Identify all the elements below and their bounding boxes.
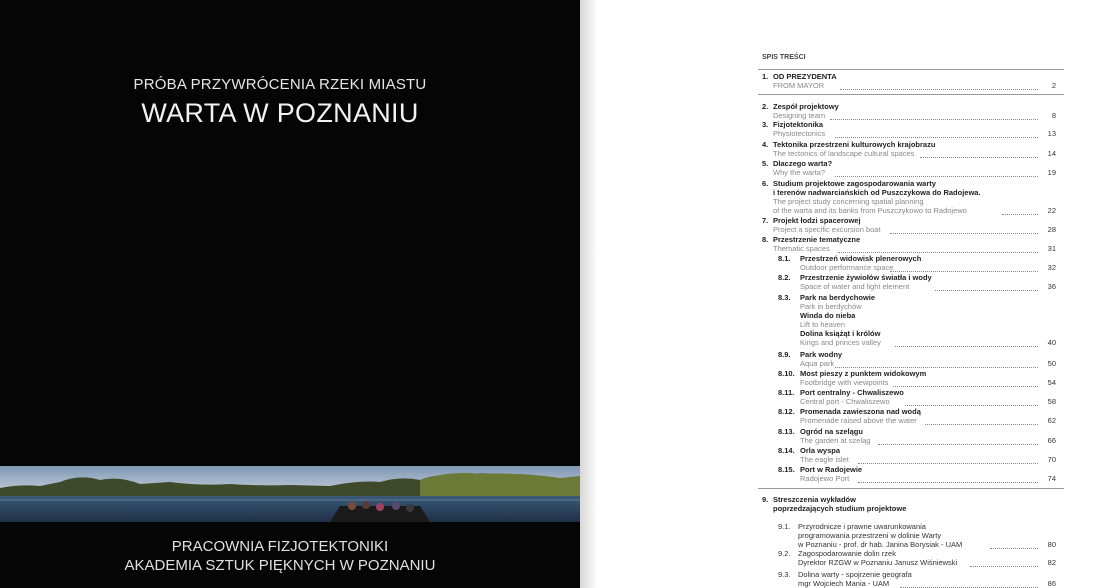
toc-num: 6. — [762, 179, 769, 188]
toc-num: 3. — [762, 120, 769, 129]
toc-num: 9.3. — [778, 570, 791, 579]
toc-entry-title: w Poznaniu - prof. dr hab. Janina Borysiak - UAM — [798, 540, 963, 549]
toc-entry-title: Port w Radojewie — [800, 465, 863, 474]
toc-entry-title: Dolina książąt i królów — [800, 329, 881, 338]
toc-divider — [758, 69, 1064, 70]
toc-divider — [758, 94, 1064, 95]
toc-leader — [835, 175, 1038, 177]
toc-entry-english: The tectonics of landscape cultural spaces — [773, 149, 915, 158]
page-gutter — [580, 0, 598, 588]
toc-entry-title: Przestrzenie tematyczne — [773, 235, 861, 244]
toc-num: 5. — [762, 159, 769, 168]
toc-num: 8.14. — [778, 446, 795, 455]
toc-num: 8.2. — [778, 273, 791, 282]
toc-entry-title: Przestrzeń widowisk plenerowych — [800, 254, 922, 263]
toc-page-num: 58 — [1047, 397, 1056, 406]
toc-num: 8.10. — [778, 369, 795, 378]
cover-footer-line1: PRACOWNIA FIZJOTEKTONIKI — [171, 538, 389, 555]
toc-entry-title: Most pieszy z punktem widokowym — [800, 369, 927, 378]
toc-entry-english: Aqua park — [800, 359, 835, 368]
toc-entry-title: OD PREZYDENTA — [773, 72, 837, 81]
toc-entry-english: Radojewo Port — [800, 474, 850, 483]
toc-entry-title: Port centralny - Chwaliszewo — [800, 388, 904, 397]
toc-num: 8.3. — [778, 293, 791, 302]
toc-entry-title: Dyrektor RZGW w Poznaniu Janusz Wiśniewski — [798, 558, 958, 567]
toc-entry-english: Outdoor performance space — [800, 263, 894, 272]
toc-page-num: 62 — [1047, 416, 1056, 425]
toc-page-num: 70 — [1047, 455, 1056, 464]
toc-page-num: 74 — [1047, 474, 1056, 483]
toc-entry-english: Designing team — [773, 111, 826, 120]
toc-divider — [758, 488, 1064, 489]
toc-page-num: 14 — [1047, 149, 1056, 158]
toc-page-num: 28 — [1047, 225, 1056, 234]
toc-entry-title: Dolina warty - spojrzenie geografa — [798, 570, 912, 579]
toc-entry-english: Project a specific excursion boat — [773, 225, 881, 234]
toc-entry-title: i terenów nadwarciańskich od Puszczykowa do Radojewa. — [773, 188, 981, 197]
toc-leader — [905, 404, 1038, 406]
toc-entry-title: Przestrzenie żywiołów światła i wody — [800, 273, 932, 282]
toc-entry-title: Studium projektowe zagospodarowania warty — [773, 179, 936, 188]
toc-page-num: 66 — [1047, 436, 1056, 445]
toc-page-num: 82 — [1047, 558, 1056, 567]
toc-entry-english: Why the warta? — [773, 168, 826, 177]
toc-entry-title: Ogród na szelągu — [800, 427, 863, 436]
cover-river-photo — [0, 466, 580, 522]
toc-leader — [893, 385, 1038, 387]
toc-entry-english: Thematic spaces — [773, 244, 830, 253]
toc-entry-english: Lift to heaven — [800, 320, 846, 329]
toc-leader — [920, 156, 1038, 158]
toc-entry-english: The eagle islet — [800, 455, 849, 464]
toc-page-num: 86 — [1047, 579, 1056, 588]
toc-page-num: 40 — [1047, 338, 1056, 347]
toc-leader — [830, 118, 1038, 120]
toc-entry-english: Promenade raised above the water — [800, 416, 917, 425]
toc-entry-english: Kings and princes valley — [800, 338, 881, 347]
toc-num: 2. — [762, 102, 769, 111]
toc-leader — [858, 481, 1038, 483]
toc-entry-title: Dlaczego warta? — [773, 159, 833, 168]
toc-num: 8.15. — [778, 465, 795, 474]
toc-num: 8.13. — [778, 427, 795, 436]
toc-entry-english: Park in berdychów — [800, 302, 862, 311]
toc-leader — [840, 88, 1038, 90]
toc-leader — [890, 232, 1038, 234]
toc-entry-title: poprzedzających studium projektowe — [773, 504, 907, 513]
toc-page-num: 31 — [1047, 244, 1056, 253]
toc-leader — [878, 443, 1038, 445]
toc-leader — [990, 547, 1038, 549]
toc-entry-title: Projekt łodzi spacerowej — [773, 216, 861, 225]
toc-heading: SPIS TREŚCI — [762, 54, 806, 61]
toc-entry-title: Promenada zawieszona nad wodą — [800, 407, 921, 416]
toc-leader — [838, 251, 1038, 253]
toc-leader — [858, 462, 1038, 464]
toc-entry-title: programowania przestrzeni w dolinie Warty — [798, 531, 942, 540]
toc-num: 9. — [762, 495, 769, 504]
toc-page-num: 50 — [1047, 359, 1056, 368]
cover-title: WARTA W POZNANIU — [141, 98, 419, 128]
toc-num: 9.2. — [778, 549, 791, 558]
toc-num: 4. — [762, 140, 769, 149]
cover-subtitle: PRÓBA PRZYWRÓCENIA RZEKI MIASTU — [133, 76, 427, 93]
toc-page-num: 36 — [1047, 282, 1056, 291]
toc-num: 7. — [762, 216, 769, 225]
toc-leader — [890, 270, 1038, 272]
toc-num: 9.1. — [778, 522, 791, 531]
toc-entry-title: Zespół projektowy — [773, 102, 839, 111]
toc-entry-english: Central port - Chwaliszewo — [800, 397, 890, 406]
toc-page-num: 2 — [1051, 81, 1056, 90]
toc-page-num: 13 — [1047, 129, 1056, 138]
toc-entry-title: Streszczenia wykładów — [773, 495, 856, 504]
toc-entry-title: Zagospodarowanie dolin rzek — [798, 549, 896, 558]
toc-entry-english: FROM MAYOR — [773, 81, 825, 90]
toc-num: 8.9. — [778, 350, 791, 359]
toc-entry-english: Physiotectonics — [773, 129, 826, 138]
toc-num: 8. — [762, 235, 769, 244]
toc-entry-english: Space of water and light element — [800, 282, 910, 291]
toc-leader — [895, 345, 1038, 347]
toc-page-num: 19 — [1047, 168, 1056, 177]
toc-entry-title: Orla wyspa — [800, 446, 841, 455]
toc-entry-english: The garden at szeląg — [800, 436, 871, 445]
toc-num: 8.1. — [778, 254, 791, 263]
toc-page-num: 80 — [1047, 540, 1056, 549]
toc-num: 1. — [762, 72, 769, 81]
toc-num: 8.12. — [778, 407, 795, 416]
toc-entry-title: Przyrodnicze i prawne uwarunkowania — [798, 522, 926, 531]
cover-footer-line2: AKADEMIA SZTUK PIĘKNYCH W POZNANIU — [124, 557, 436, 574]
toc-entry-english: The project study concerning spatial planning — [773, 197, 924, 206]
toc-leader — [970, 565, 1038, 567]
toc-num: 8.11. — [778, 388, 795, 397]
toc-leader — [925, 423, 1038, 425]
toc-entry-title: mgr Wojciech Mania - UAM — [798, 579, 890, 588]
toc-entry-title: Tektonika przestrzeni kulturowych krajobrazu — [773, 140, 936, 149]
toc-leader — [835, 366, 1038, 368]
toc-page-num: 22 — [1047, 206, 1056, 215]
toc-entry-title: Winda do nieba — [800, 311, 856, 320]
toc-entry-title: Park na berdychowie — [800, 293, 876, 302]
toc-page-num: 54 — [1047, 378, 1056, 387]
toc-entry-english: Footbridge with viewpoints — [800, 378, 889, 387]
toc-page-num: 8 — [1051, 111, 1056, 120]
toc-leader — [935, 289, 1038, 291]
toc-entry-english: of the warta and its banks from Puszczykowo to Radojewo — [773, 206, 967, 215]
toc-entry-title: Park wodny — [800, 350, 843, 359]
toc-leader — [835, 136, 1038, 138]
toc-page-num: 32 — [1047, 263, 1056, 272]
toc-entry-title: Fizjotektonika — [773, 120, 824, 129]
